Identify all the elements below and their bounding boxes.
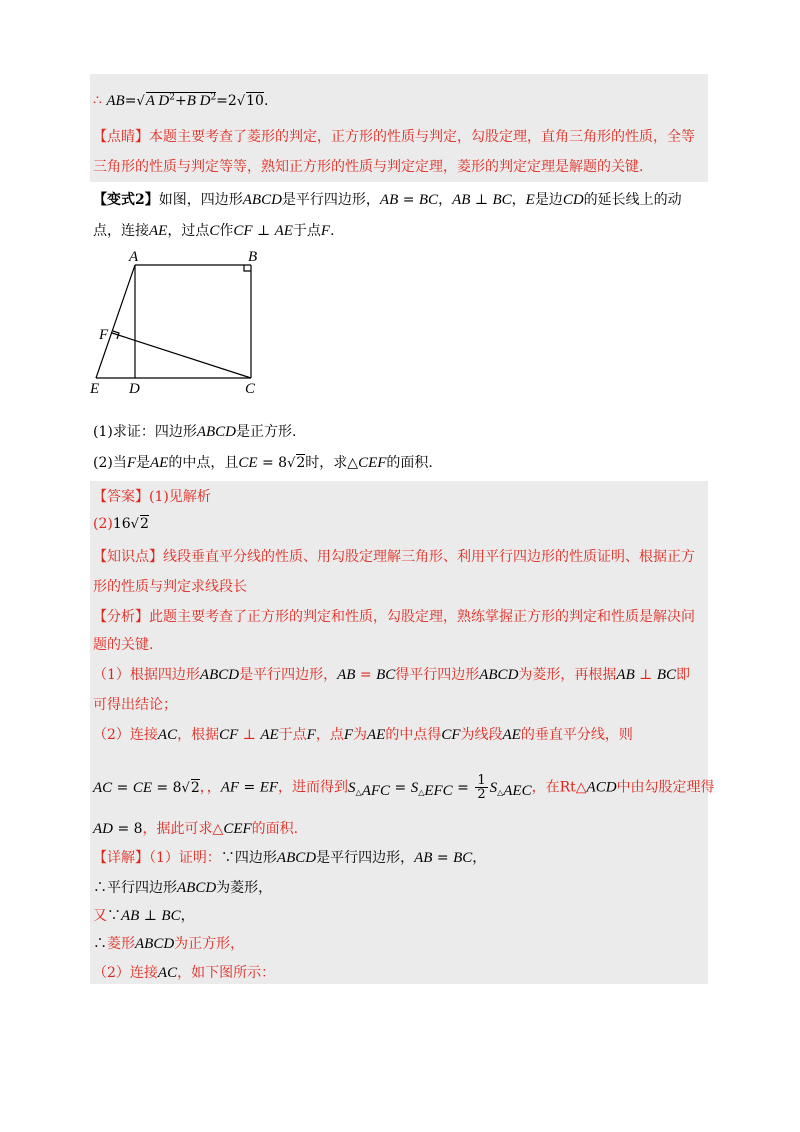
geometry-figure bbox=[85, 245, 285, 395]
label-B: B bbox=[248, 249, 258, 265]
conclusion-line bbox=[93, 86, 708, 113]
label-C: C bbox=[245, 381, 256, 395]
question-2: (2)当F是AE的中点，且CE = 8√2时，求△CEF的面积. bbox=[93, 455, 433, 471]
analysis-line2: 题的关键. bbox=[93, 637, 154, 653]
therefore-symbol: ∴ bbox=[93, 92, 102, 109]
analysis-p2-line3: AD = 8，据此可求△CEF的面积. bbox=[93, 821, 299, 837]
knowledge-line1 bbox=[93, 546, 708, 568]
label-F: F bbox=[99, 327, 109, 343]
detail-line2: ∴平行四边形ABCD为菱形， bbox=[93, 880, 273, 896]
dianjing-line1 bbox=[93, 126, 708, 148]
answer-1: (1)见解析 bbox=[149, 489, 211, 505]
segment-AE bbox=[96, 265, 135, 378]
conclusion-math: AB=√A $D^2+B$ $D^2=2√10$. bbox=[106, 92, 269, 109]
variant-tag: 【变式2】 bbox=[93, 192, 159, 208]
knowledge-line2: 形的性质与判定求线段长 bbox=[93, 579, 247, 595]
answer-line1 bbox=[93, 486, 708, 508]
variant-text-1: 如图，四边形ABCD是平行四边形，AB = BC，AB ⊥ BC，E是边CD的延长线上的动 bbox=[158, 192, 682, 208]
label-D: D bbox=[129, 381, 140, 395]
dianjing-tag: 【点睛】 bbox=[93, 129, 149, 145]
right-angle-F bbox=[113, 331, 119, 339]
dianjing-text-1: 本题主要考查了菱形的判定，正方形的性质与判定，勾股定理，直角三角形的性质，全等 bbox=[149, 129, 695, 145]
analysis-p1-line2: 可得出结论； bbox=[93, 697, 177, 713]
analysis-text-1: 此题主要考查了正方形的判定和性质，勾股定理，熟练掌握正方形的判定和性质是解决问 bbox=[149, 609, 695, 625]
answer-line2: (2)16√2 bbox=[93, 516, 149, 532]
dianjing-line2: 三角形的性质与判定等等，熟知正方形的性质与判定定理，菱形的判定定理是解题的关键. bbox=[93, 159, 644, 175]
detail-line4: ∴菱形ABCD为正方形， bbox=[93, 936, 245, 952]
analysis-tag: 【分析】 bbox=[93, 609, 149, 625]
knowledge-tag: 【知识点】 bbox=[93, 549, 163, 565]
analysis-p2-line2: AC = CE = 8√2，，AF = EF，进而得到$S_{\triangle AFC} = S_{\triangle EFC}$ = $\frac{1}{2}$ $S_{\triangle AEC}$，在Rt△ACD中由勾股定理得 bbox=[93, 773, 715, 802]
detail-line3: 又∵AB ⊥ BC， bbox=[93, 908, 195, 924]
variant-line2: 点，连接AE，过点C作CF ⊥ AE于点F. bbox=[93, 223, 335, 239]
detail-line1: 【详解】（1）证明：∵四边形ABCD是平行四边形，AB = BC， bbox=[93, 850, 487, 866]
knowledge-text-1: 线段垂直平分线的性质、用勾股定理解三角形、利用平行四边形的性质证明、根据正方 bbox=[163, 549, 695, 565]
right-angle-B bbox=[244, 265, 251, 271]
question-1: (1)求证：四边形ABCD是正方形. bbox=[93, 424, 297, 440]
segment-FC bbox=[112, 333, 251, 378]
analysis-line1 bbox=[93, 606, 708, 628]
detail-tag: 【详解】 bbox=[93, 850, 149, 866]
analysis-p2-line1: （2）连接AC，根据CF ⊥ AE于点F，点F为AE的中点得CF为线段AE的垂直平分线，则 bbox=[93, 727, 633, 743]
variant-line1 bbox=[93, 189, 708, 211]
analysis-p1-line1: （1）根据四边形ABCD是平行四边形，AB = BC得平行四边形ABCD为菱形，再根据AB ⊥ BC即 bbox=[93, 667, 690, 683]
label-A: A bbox=[129, 249, 139, 265]
detail-line5: （2）连接AC，如下图所示： bbox=[93, 965, 276, 981]
label-E: E bbox=[90, 381, 100, 395]
answer-tag: 【答案】 bbox=[93, 489, 149, 505]
